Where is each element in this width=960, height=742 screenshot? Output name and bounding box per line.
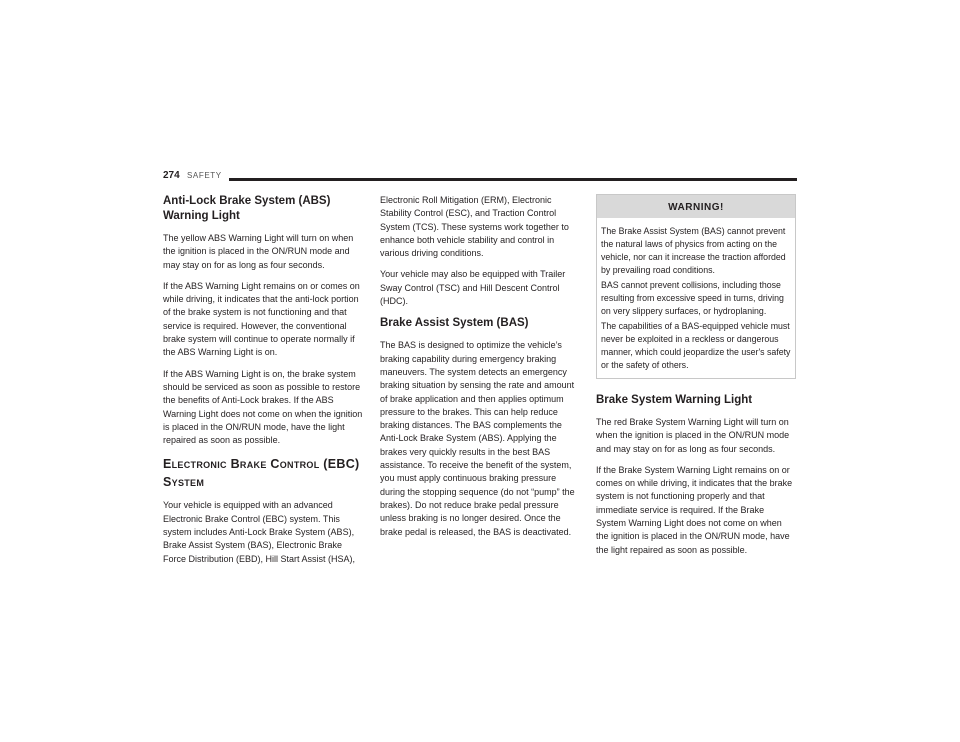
section-title: SAFETY	[187, 171, 222, 180]
brake-system-warning-paragraph-2: If the Brake System Warning Light remains on or comes on while driving, it indicates that the brake system is not functioning properly and that immediate service is required. If the Brake System Warning Light does not come on when the ignition is placed in the ON/RUN mode, have the light repaired as soon as possible.	[596, 464, 793, 555]
bas-paragraph-1: The BAS is designed to optimize the vehicle’s braking capability during emergency braking maneuvers. The system detects an emergency braking situation by sensing the rate and amount of brake application and then applies optimum pressure to the brakes. This can help reduce braking distances. The BAS complements the Anti-Lock Brake System (ABS). Applying the brakes very quickly results in the best BAS assistance. To receive the benefit of the system, you must apply continuous braking pressure during the stopping sequence (do not “pump” the brakes). Do not reduce brake pedal pressure unless braking is no longer desired. Once the brake pedal is released, the BAS is deactivated.	[380, 340, 575, 537]
warning-body	[597, 218, 795, 378]
column-middle	[380, 194, 580, 547]
ebc-heading: Electronic Brake Control (EBC) System	[163, 457, 360, 490]
ebc-paragraph-2: Your vehicle may also be equipped with Trailer Sway Control (TSC) and Hill Descent Control (HDC).	[380, 269, 566, 307]
warning-paragraph-1: The Brake Assist System (BAS) cannot prevent the natural laws of physics from acting on the vehicle, nor can it increase the traction afforded by prevailing road conditions.	[601, 226, 786, 275]
abs-paragraph-1: The yellow ABS Warning Light will turn on when the ignition is placed in the ON/RUN mode and may stay on for as long as four seconds.	[163, 233, 354, 270]
column-right	[596, 194, 796, 565]
warning-paragraph-2: BAS cannot prevent collisions, including those resulting from excessive speed in turns, driving on very slippery surfaces, or hydroplaning.	[601, 280, 784, 316]
brake-system-warning-paragraph-1: The red Brake System Warning Light will turn on when the ignition is placed in the ON/RUN mode and may stay on for as long as four seconds.	[596, 417, 790, 454]
page-number: 274	[163, 170, 180, 181]
page-header	[163, 170, 797, 186]
brake-system-warning-heading: Brake System Warning Light	[596, 394, 753, 406]
warning-label: WARNING!	[597, 195, 795, 218]
warning-paragraph-3: The capabilities of a BAS-equipped vehicle must never be exploited in a reckless or dangerous manner, which could jeopardize the user's safety or the safety of others.	[601, 321, 791, 370]
ebc-paragraph-1-continued: Electronic Roll Mitigation (ERM), Electronic Stability Control (ESC), and Traction Control System (TCS). These systems work together to enhance both vehicle stability and control in various driving conditions.	[380, 195, 569, 259]
column-left	[163, 194, 363, 574]
bas-heading: Brake Assist System (BAS)	[380, 317, 529, 330]
abs-paragraph-3: If the ABS Warning Light is on, the brake system should be serviced as soon as possible to restore the benefits of Anti-Lock brakes. If the ABS Warning Light does not come on when the ignition is placed in the ON/RUN mode, have the light repaired as soon as possible.	[163, 368, 363, 446]
abs-paragraph-2: If the ABS Warning Light remains on or comes on while driving, it indicates that the anti-lock portion of the brake system is not functioning and that service is required. However, the conventional brake system will continue to operate normally if the ABS Warning Light is on.	[163, 280, 360, 358]
header-rule	[229, 178, 797, 181]
abs-heading: Anti-Lock Brake System (ABS) Warning Light	[163, 195, 331, 222]
ebc-paragraph-1: Your vehicle is equipped with an advanced Electronic Brake Control (EBC) system. This system includes Anti-Lock Brake System (ABS), Brake Assist System (BAS), Electronic Brake Force Distribution (EBD), Hill Start Assist (HSA),	[163, 500, 356, 564]
warning-box	[596, 194, 796, 379]
